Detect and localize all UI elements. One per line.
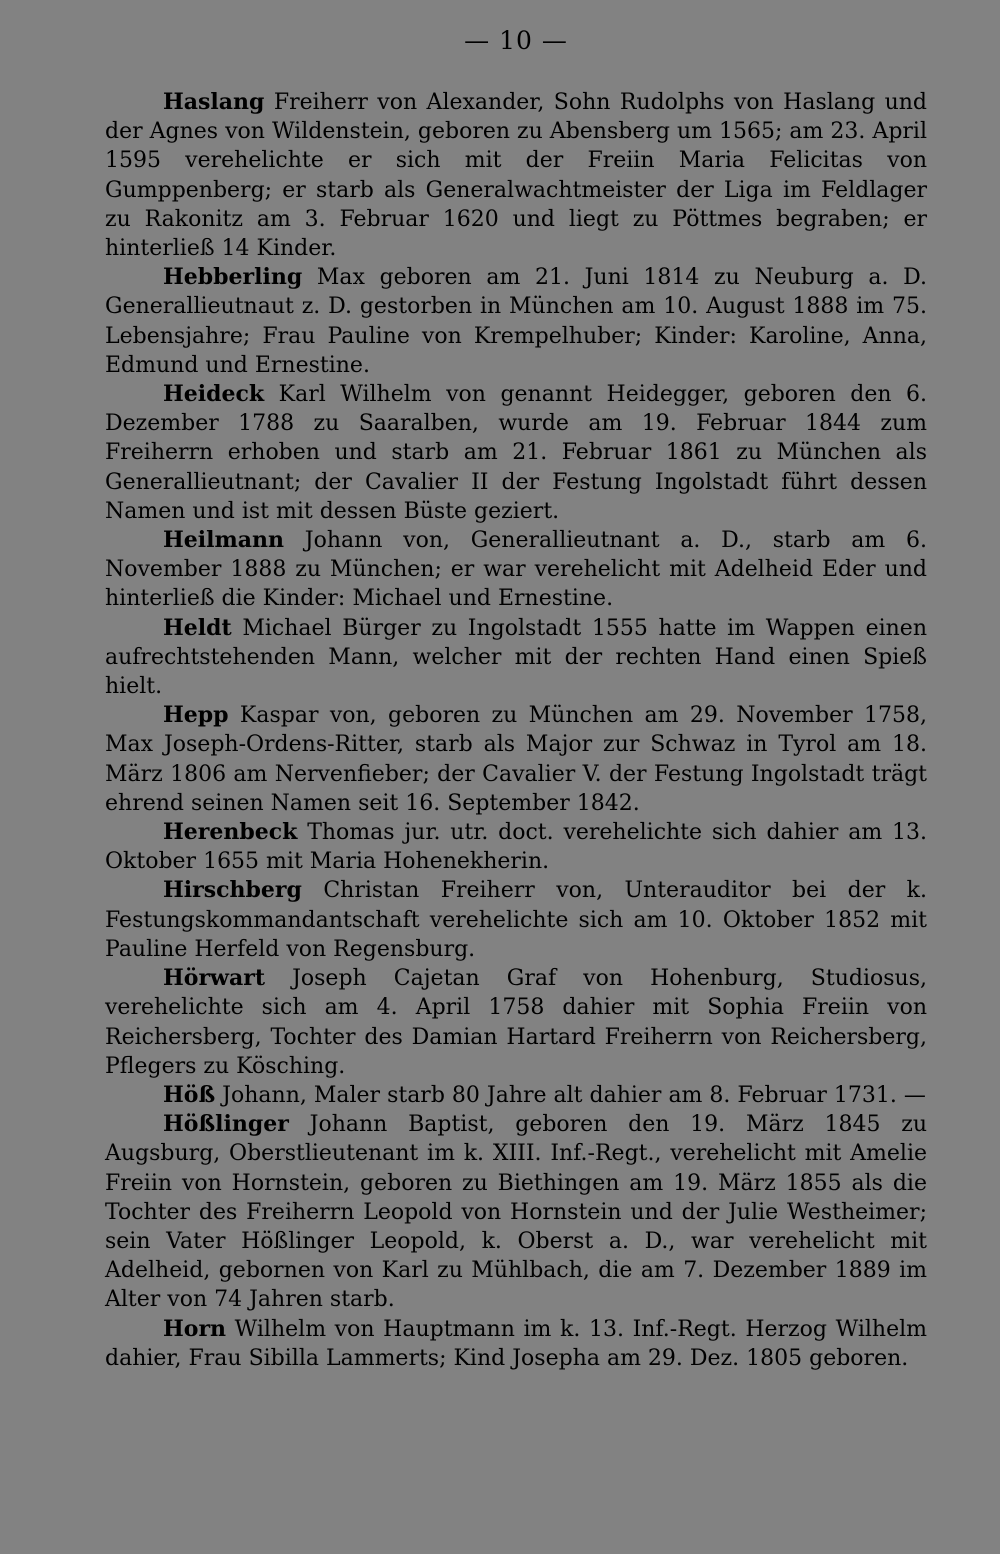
entry-text: Thomas jur. utr. doct. verehelichte sich dahier am 13. Oktober 1655 mit Maria Hohenekherin. (105, 820, 927, 875)
entry-horn (105, 1315, 927, 1373)
entry-head: Hebberling (163, 264, 303, 291)
document-page (105, 22, 927, 1373)
entry-head: Herenbeck (163, 819, 298, 846)
entry-text: Freiherr von Alexander, Sohn Rudolphs von Haslang und der Agnes von Wildenstein, geboren zu Abensberg um 1565; am 23. April 1595 verehelichte er sich mit der Freiin Maria Felicitas von Gumppenberg; er starb als Generalwachtmeister der Liga im Feldlager zu Rakonitz am 3. Februar 1620 und liegt zu Pöttmes begraben; er hinterließ 14 Kinder. (105, 90, 927, 262)
page-number: — 10 — (464, 26, 568, 55)
entry-head: Hirschberg (163, 877, 302, 904)
entry-text: Johann Baptist, geboren den 19. März 1845 zu Augsburg, Oberstlieutenant im k. XIII. Inf.-Regt., verehelicht mit Amelie Freiin von Hornstein, geboren zu Biethingen am 19. März 1855 als die Tochter des Freiherrn Leopold von Hornstein und der Julie Westheimer; sein Vater Hößlinger Leopold, k. Oberst a. D., war verehelicht mit Adelheid, gebornen von Karl zu Mühlbach, die am 7. Dezember 1889 im Alter von 74 Jahren starb. (105, 1112, 927, 1313)
entry-heldt (105, 614, 927, 702)
entry-head: Hößlinger (163, 1111, 289, 1138)
entry-hebberling (105, 263, 927, 380)
entry-text: Kaspar von, geboren zu München am 29. November 1758, Max Joseph-Ordens-Ritter, starb als Major zur Schwaz in Tyrol am 18. März 1806 am Nervenfieber; der Cavalier V. der Festung Ingolstadt trägt ehrend seinen Namen seit 16. September 1842. (105, 703, 927, 816)
entry-text: Joseph Cajetan Graf von Hohenburg, Studiosus, verehelichte sich am 4. April 1758 dahier mit Sophia Freiin von Reichersberg, Tochter des Damian Hartard Freiherrn von Reichersberg, Pflegers zu Kösching. (105, 966, 927, 1079)
entry-herenbeck (105, 818, 927, 876)
entry-head: Horn (163, 1315, 227, 1342)
entry-text: Christan Freiherr von, Unterauditor bei der k. Festungskommandantschaft verehelichte sich am 10. Oktober 1852 mit Pauline Herfeld von Regensburg. (105, 878, 927, 962)
entry-hoesslinger (105, 1110, 927, 1314)
entry-hoerwart (105, 964, 927, 1081)
entry-head: Heldt (163, 614, 232, 641)
entry-head: Hörwart (163, 965, 265, 992)
entry-head: Höß (163, 1081, 216, 1108)
entry-heilmann (105, 526, 927, 614)
entry-text: Johann von, Generallieutnant a. D., starb am 6. November 1888 zu München; er war verehelicht mit Adelheid Eder und hinterließ die Kinder: Michael und Ernestine. (105, 528, 927, 612)
entry-hepp (105, 701, 927, 818)
entry-text: Karl Wilhelm von genannt Heidegger, geboren den 6. Dezember 1788 zu Saaralben, wurde am 19. Februar 1844 zum Freiherrn erhoben und starb am 21. Februar 1861 zu München als Generallieutnant; der Cavalier II der Festung Ingolstadt führt dessen Namen und ist mit dessen Büste geziert. (105, 382, 927, 524)
entry-head: Haslang (163, 89, 265, 115)
entry-text: Wilhelm von Hauptmann im k. 13. Inf.-Regt. Herzog Wilhelm dahier, Frau Sibilla Lammerts; Kind Josepha am 29. Dez. 1805 geboren. (105, 1316, 927, 1371)
entry-text: Max geboren am 21. Juni 1814 zu Neuburg a. D. Generallieutnaut z. D. gestorben in München am 10. August 1888 im 75. Lebensjahre; Frau Pauline von Krempelhuber; Kinder: Karoline, Anna, Edmund und Ernestine. (105, 265, 927, 378)
entry-text: Michael Bürger zu Ingolstadt 1555 hatte im Wappen einen aufrechtstehenden Mann, welcher mit der rechten Hand einen Spieß hielt. (105, 615, 927, 700)
entry-head: Heideck (163, 381, 265, 408)
entry-hirschberg (105, 876, 927, 964)
entry-head: Heilmann (163, 527, 285, 554)
entry-text: Johann, Maler starb 80 Jahre alt dahier am 8. Februar 1731. — (215, 1082, 926, 1108)
entry-hoess (105, 1081, 927, 1110)
entry-heideck (105, 380, 927, 526)
entry-head: Hepp (163, 702, 229, 729)
entry-haslang (105, 88, 927, 263)
